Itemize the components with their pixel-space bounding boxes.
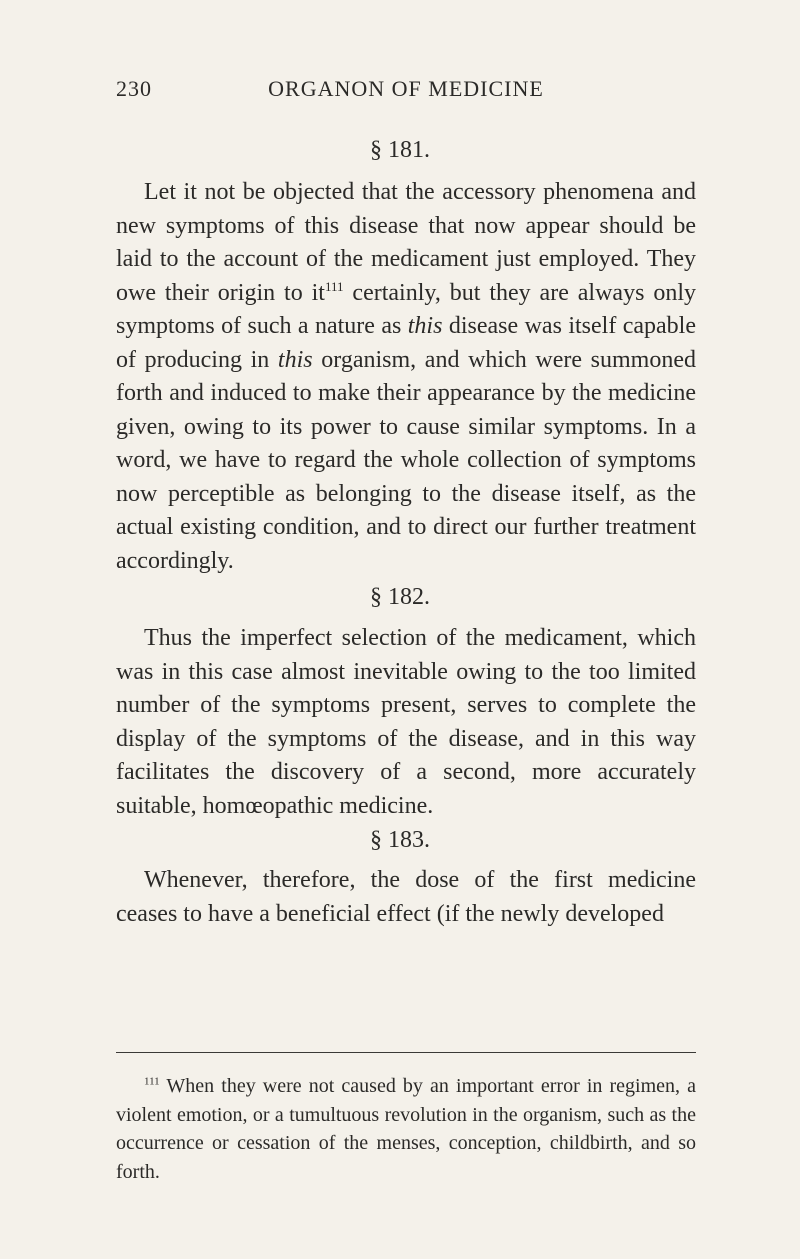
text-segment: certainly, but they are always only symptoms of such a nature as [116, 279, 697, 339]
section-181-text [116, 176, 696, 578]
page-number: 230 [116, 76, 152, 101]
section-183-paragraph: Whenever, therefore, the dose of the first medicine ceases to have a beneficial effect (if the newly developed [116, 867, 696, 927]
footnote-marker: 111 [144, 1075, 160, 1088]
section-183-text [116, 864, 696, 931]
emphasis-text: this [407, 313, 443, 339]
footnote-divider [116, 1052, 696, 1053]
text-segment: Let it not be objected that the accessory phenomena and new symptoms of this disease that now appear should be laid to the account of the medicament just employed. They owe their origin to it [116, 179, 696, 306]
section-heading-183: § 183. [370, 827, 430, 853]
section-heading-182: § 182. [370, 584, 430, 610]
emphasis-text: this [277, 346, 313, 373]
footnote-reference: 111 [324, 278, 344, 294]
section-182-text [116, 622, 696, 823]
section-heading-181: § 181. [370, 137, 430, 163]
section-182-paragraph: Thus the imperfect selection of the medicament, which was in this case almost inevitable owing to the too limited number of the symptoms present, serves to complete the display of the symptoms of the disease, and in this way facilitates the discovery of a second, more accurately suitable, homœopathic medicine. [116, 625, 696, 819]
footnote-111 [116, 1072, 696, 1186]
book-title: ORGANON OF MEDICINE [268, 76, 544, 101]
text-segment: organism, and which were summoned forth and induced to make their appearance by the medicine given, owing to its power to cause similar symptoms. In a word, we have to regard the whole collection of symptoms now perceptible as belonging to the disease itself, as the actual existing condition, and to direct our further treatment accordingly. [116, 346, 696, 574]
text-segment: disease was itself capable of producing in [116, 313, 696, 373]
running-head [116, 76, 696, 110]
footnote-text: When they were not caused by an important error in regimen, a violent emotion, or a tumultuous revolution in the organism, such as the occurrence or cessation of the menses, conception, childbirth, and so forth. [116, 1075, 696, 1183]
